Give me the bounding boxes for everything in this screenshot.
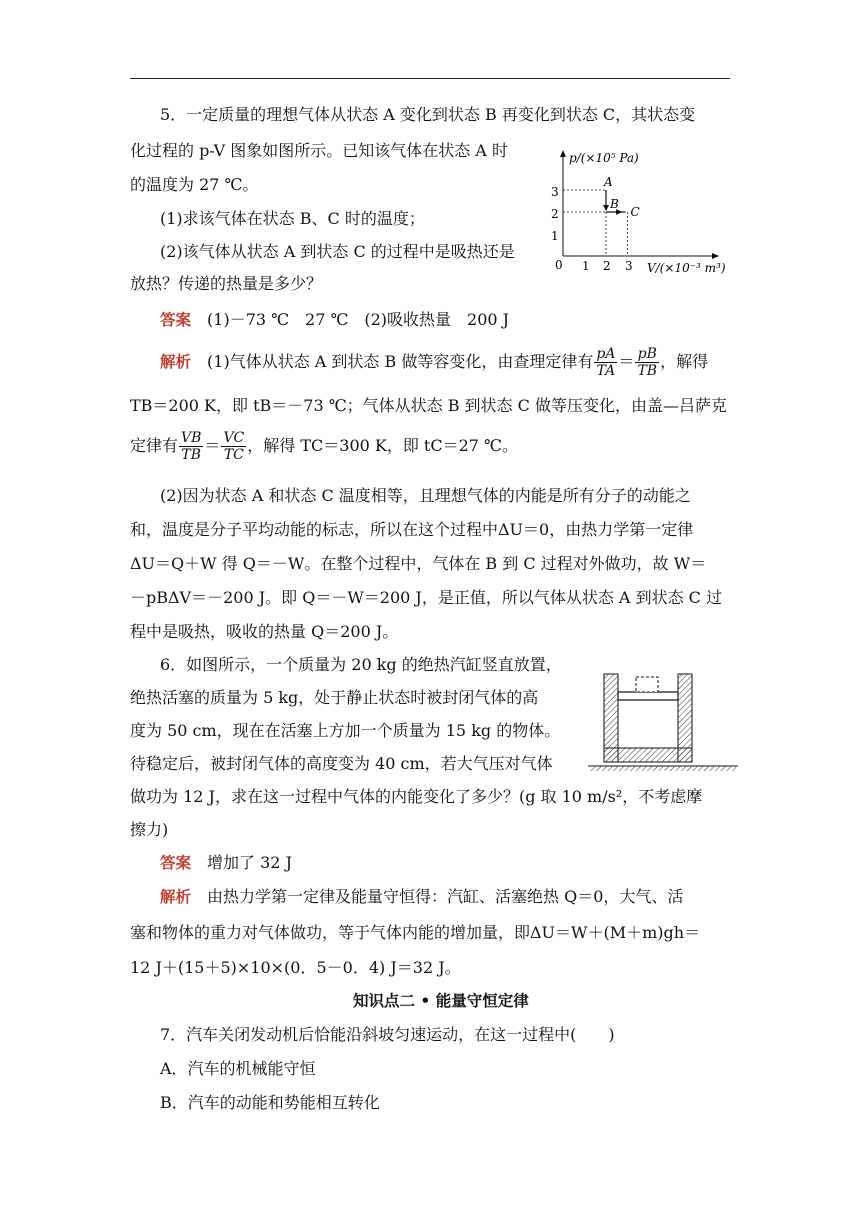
q5-analysis-line-3: 定律有 $\frac{VB}{TB}$ ＝ $\frac{VC}{TC}$ ，解得 TC＝300 K，即 tC＝27 ℃。: [130, 430, 518, 463]
q6-line-3: 度为 50 cm，现在在活塞上方加一个质量为 15 kg 的物体。: [130, 721, 561, 740]
q5-analysis-line-7: －pBΔV＝－200 J。即 Q＝－W＝200 J，是正值，所以气体从状态 A 到状态 C 过: [130, 588, 722, 607]
q5-analysis-line-8: 程中是吸热，吸收的热量 Q＝200 J。: [130, 622, 399, 641]
q5-answer: [160, 309, 509, 331]
q7-option-b: B．汽车的动能和势能相互转化: [160, 1093, 380, 1112]
header-rule: [130, 78, 730, 79]
q5-line-6: 放热？传递的热量是多少？: [130, 274, 323, 293]
q6-answer-text: 增加了 32 J: [207, 853, 292, 872]
x-axis-label: V/(×10⁻³ m³): [647, 261, 726, 275]
q5-analysis-text-1: (1)气体从状态 A 到状态 B 做等容变化，由查理定律有: [207, 352, 594, 371]
q6-line-6: 擦力): [130, 820, 169, 839]
q6-analysis-line-1: 解析 由热力学第一定律及能量守恒得：汽缸、活塞绝热 Q＝0，大气、活: [160, 887, 684, 906]
q6-line-1: 6．如图所示，一个质量为 20 kg 的绝热汽缸竖直放置，: [160, 655, 562, 674]
pv-graph: [545, 148, 735, 280]
x-axis-arrow: [712, 253, 719, 259]
section-title: 知识点二 • 能量守恒定律: [353, 992, 529, 1010]
analysis-label: 解析: [160, 353, 192, 371]
point-c-label: C: [630, 205, 640, 219]
q5-line-5: (2)该气体从状态 A 到状态 C 的过程中是吸热还是: [160, 242, 515, 261]
q7-option-a: A．汽车的机械能守恒: [160, 1059, 316, 1078]
answer-label: 答案: [160, 854, 192, 872]
analysis-label: 解析: [160, 888, 192, 906]
ground-hatch: [590, 766, 736, 771]
q6-line-2: 绝热活塞的质量为 5 kg，处于静止状态时被封闭气体的高: [130, 688, 539, 707]
q5-line-3: 的温度为 27 ℃。: [130, 175, 259, 194]
q6-answer: [160, 852, 292, 874]
q5-analysis-line-5: 和，温度是分子平均动能的标志，所以在这个过程中ΔU＝0，由热力学第一定律: [130, 520, 694, 539]
q5-line-4: (1)求该气体在状态 B、C 时的温度；: [160, 209, 425, 228]
origin-label: 0: [555, 258, 563, 272]
answer-label: 答案: [160, 311, 192, 329]
point-a-label: A: [604, 175, 613, 189]
fraction-VC-TC: $\frac{VC}{TC}$: [223, 430, 245, 463]
y-axis-arrow: [560, 150, 566, 157]
arrow-a-b: [603, 205, 609, 211]
point-b-label: B: [610, 197, 619, 211]
q5-line-2: 化过程的 p-V 图象如图所示。已知该气体在状态 A 时: [130, 141, 508, 160]
y-tick-2: 2: [551, 207, 559, 221]
x-tick-1: 1: [582, 259, 590, 273]
x-tick-2: 2: [603, 259, 611, 273]
x-tick-3: 3: [625, 259, 633, 273]
fraction-VB-TB: $\frac{VB}{TB}$: [181, 430, 202, 463]
q5-analysis-line-6: ΔU＝Q＋W 得 Q＝－W。在整个过程中，气体在 B 到 C 过程对外做功，故 W＝: [130, 554, 707, 573]
y-tick-1: 1: [551, 229, 559, 243]
q6-line-5: 做功为 12 J，求在这一过程中气体的内能变化了多少？(g 取 10 m/s²，不考虑摩: [130, 787, 703, 806]
q5-analysis-line-4: (2)因为状态 A 和状态 C 温度相等，且理想气体的内能是所有分子的动能之: [160, 486, 691, 505]
q6-line-4: 待稳定后，被封闭气体的高度变为 40 cm，若大气压对气体: [130, 754, 553, 773]
y-tick-3: 3: [551, 185, 559, 199]
q5-answer-text: (1)－73 ℃ 27 ℃ (2)吸收热量 200 J: [207, 310, 510, 329]
q7-line-1: 7．汽车关闭发动机后恰能沿斜坡匀速运动，在这一过程中( ): [160, 1025, 615, 1044]
q5-analysis-line-2: TB＝200 K，即 tB＝－73 ℃；气体从状态 B 到状态 C 做等压变化，由盖—吕萨克: [130, 396, 727, 415]
fraction-pA-TA: $\frac{pA}{TA}$: [596, 346, 616, 379]
q6-analysis-line-2: 塞和物体的重力对气体做功，等于气体内能的增加量，即ΔU＝W＋(M＋m)gh＝: [130, 923, 701, 942]
piston: [618, 692, 678, 700]
q5-analysis-line-1: 解析 (1)气体从状态 A 到状态 B 做等容变化，由查理定律有 $\frac{pA}{TA}$ ＝ $\frac{pB}{TB}$ ，解得: [160, 346, 709, 379]
q6-analysis-line-3: 12 J＋(15＋5)×10×(0．5－0．4) J＝32 J。: [130, 958, 461, 977]
y-axis-label: p/(×10⁵ Pa): [569, 151, 639, 165]
cylinder-diagram: [588, 666, 738, 776]
fraction-pB-TB: $\frac{pB}{TB}$: [637, 346, 658, 379]
cylinder-bottom: [604, 748, 692, 762]
added-mass: [636, 677, 658, 692]
q5-line-1: 5．一定质量的理想气体从状态 A 变化到状态 B 再变化到状态 C，其状态变: [160, 105, 696, 124]
